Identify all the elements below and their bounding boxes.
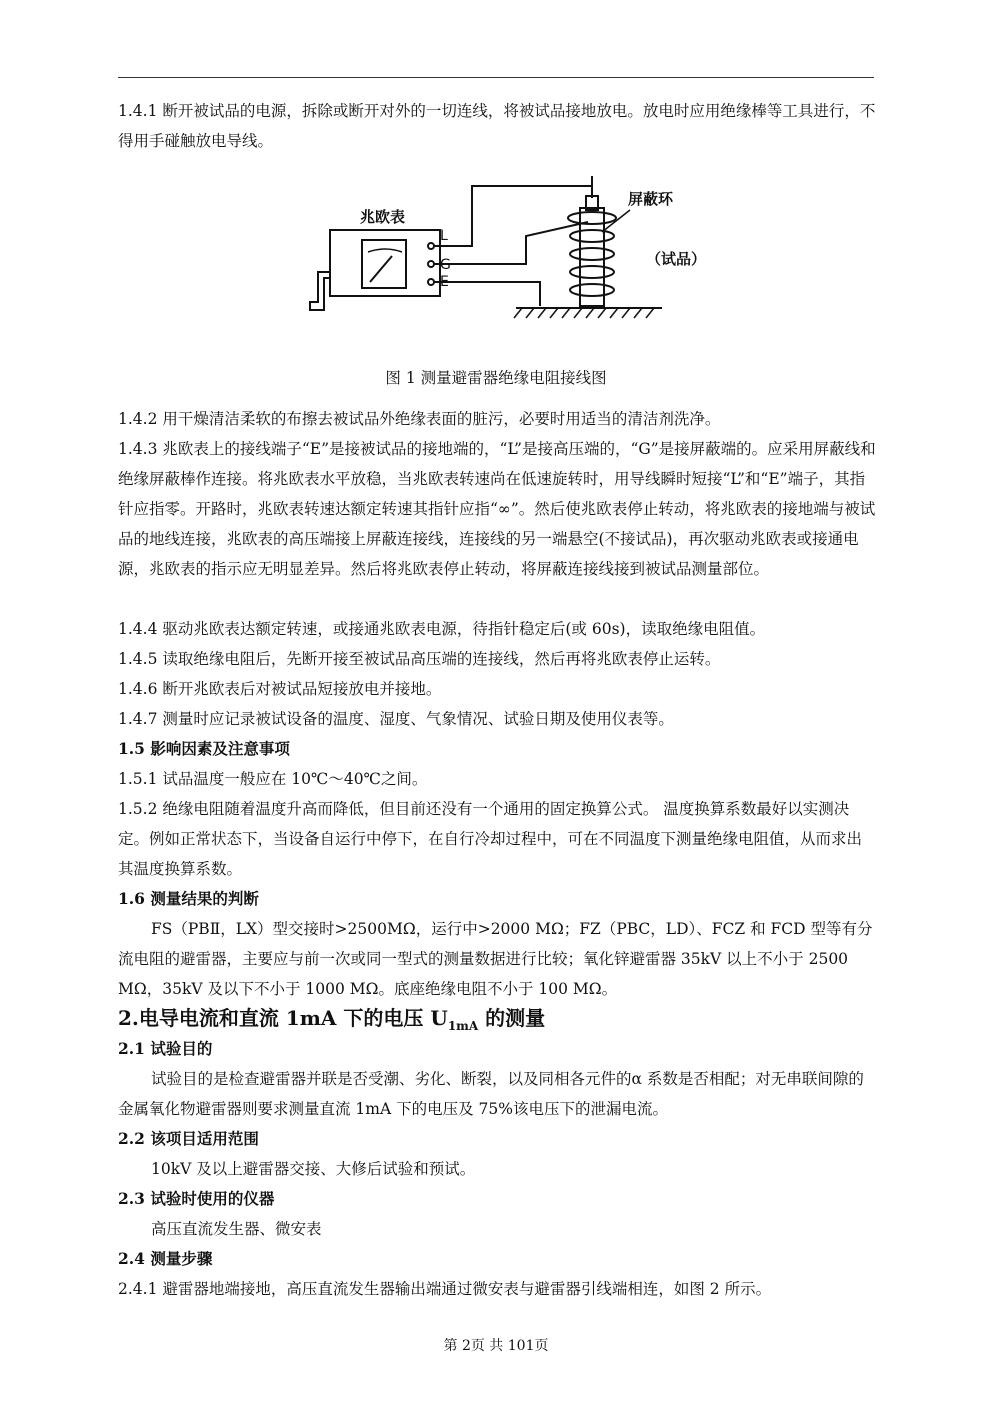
- heading-2-main: 2.电导电流和直流 1mA 下的电压 U: [118, 1006, 448, 1030]
- ground-hatching: [514, 308, 654, 318]
- para-2-2: 10kV 及以上避雷器交接、大修后试验和预试。: [151, 1160, 476, 1178]
- para-2-1: 试验目的是检查避雷器并联是否受潮、劣化、断裂，以及同相各元件的α 系数是否相配；对无串联间隙的金属氧化物避雷器则要求测量直流 1mA 下的电压及 75%该电压下的泄漏电流。: [118, 1070, 864, 1118]
- para-2-3: 高压直流发生器、微安表: [151, 1220, 322, 1238]
- para-1-4-7: 1.4.7 测量时应记录被试设备的温度、湿度、气象情况、试验日期及使用仪表等。: [118, 710, 674, 728]
- terminal-L-dot: [428, 243, 434, 249]
- meter-needle: [370, 256, 392, 282]
- para-1-4-2: 1.4.2 用干燥清洁柔软的布擦去被试品外绝缘表面的脏污，必要时用适当的清洁剂洗净。: [118, 410, 721, 428]
- para-1-4-1: 1.4.1 断开被试品的电源，拆除或断开对外的一切连线，将被试品接地放电。放电时应用绝缘棒等工具进行，不得用手碰触放电导线。: [118, 102, 876, 150]
- para-1-5-1: 1.5.1 试品温度一般应在 10℃～40℃之间。: [118, 770, 428, 788]
- para-1-4-4: 1.4.4 驱动兆欧表达额定转速，或接通兆欧表电源，待指针稳定后(或 60s)，读取绝缘电阻值。: [118, 620, 766, 638]
- para-1-4-5: 1.4.5 读取绝缘电阻后，先断开接至被试品高压端的连接线，然后再将兆欧表停止运转。: [118, 650, 721, 668]
- heading-2-1: 2.1 试验目的: [118, 1039, 213, 1058]
- crank-handle: [310, 272, 330, 310]
- heading-2-tail: 的测量: [478, 1006, 546, 1030]
- figure-1-diagram: [290, 172, 710, 322]
- para-1-4-3: 1.4.3 兆欧表上的接线端子“E”是接被试品的接地端的，“L”是接高压端的，“G”是接屏蔽端的。应采用屏蔽线和绝缘屏蔽棒作连接。将兆欧表水平放稳，当兆欧表转速尚在低速旋转时，用导线瞬时短接“L”和“E”端子，其指针应指零。开路时，兆欧表转速达额定转速其指针应指“∞”。然后使兆欧表停止转动，将兆欧表的接地端与被试品的地线连接，兆欧表的高压端接上屏蔽连接线，连接线的另一端悬空(不接试品)，再次驱动兆欧表或接通电源，兆欧表的指示应无明显差异。然后将兆欧表停止转动，将屏蔽连接线接到被试品测量部位。: [118, 440, 876, 578]
- heading-1-5: 1.5 影响因素及注意事项: [118, 739, 290, 758]
- heading-1-6: 1.6 测量结果的判断: [118, 889, 259, 908]
- sample-label: （试品）: [646, 250, 707, 268]
- terminal-G-label: G: [440, 257, 451, 273]
- wire-G: [434, 222, 588, 264]
- header-rule: [118, 77, 874, 78]
- heading-2-4: 2.4 测量步骤: [118, 1249, 213, 1268]
- heading-2-3: 2.3 试验时使用的仪器: [118, 1189, 275, 1208]
- figure-1-caption: 图 1 测量避雷器绝缘电阻接线图: [385, 369, 607, 387]
- terminal-E-label: E: [440, 274, 449, 290]
- meter-label: 兆欧表: [360, 208, 406, 226]
- terminal-L-label: L: [440, 228, 448, 244]
- heading-2-2: 2.2 该项目适用范围: [118, 1129, 259, 1148]
- para-1-4-6: 1.4.6 断开兆欧表后对被试品短接放电并接地。: [118, 680, 442, 698]
- shield-ring-label: 屏蔽环: [628, 190, 674, 208]
- heading-2-subscript: 1mA: [447, 1019, 479, 1033]
- terminal-G-dot: [428, 261, 434, 267]
- para-1-5-2: 1.5.2 绝缘电阻随着温度升高而降低，但目前还没有一个通用的固定换算公式。 温度换算系数最好以实测决定。例如正常状态下，当设备自运行中停下，在自行冷却过程中，可在不同温度下测量绝缘电阻值，从而求出其温度换算系数。: [118, 800, 863, 878]
- terminal-E-dot: [428, 279, 434, 285]
- page-footer: 第 2页 共 101页: [443, 1338, 549, 1354]
- wire-E: [434, 282, 540, 306]
- para-1-6: FS（PBⅡ，LX）型交接时>2500MΩ，运行中>2000 MΩ；FZ（PBC，LD）、FCZ 和 FCD 型等有分流电阻的避雷器，主要应与前一次或同一型式的测量数据进行比较；氧化锌避雷器 35kV 以上不小于 2500 MΩ，35kV 及以下不小于 1000 MΩ。底座绝缘电阻不小于 100 MΩ。: [118, 920, 873, 998]
- para-2-4-1: 2.4.1 避雷器地端接地，高压直流发生器输出端通过微安表与避雷器引线端相连，如图 2 所示。: [118, 1280, 772, 1298]
